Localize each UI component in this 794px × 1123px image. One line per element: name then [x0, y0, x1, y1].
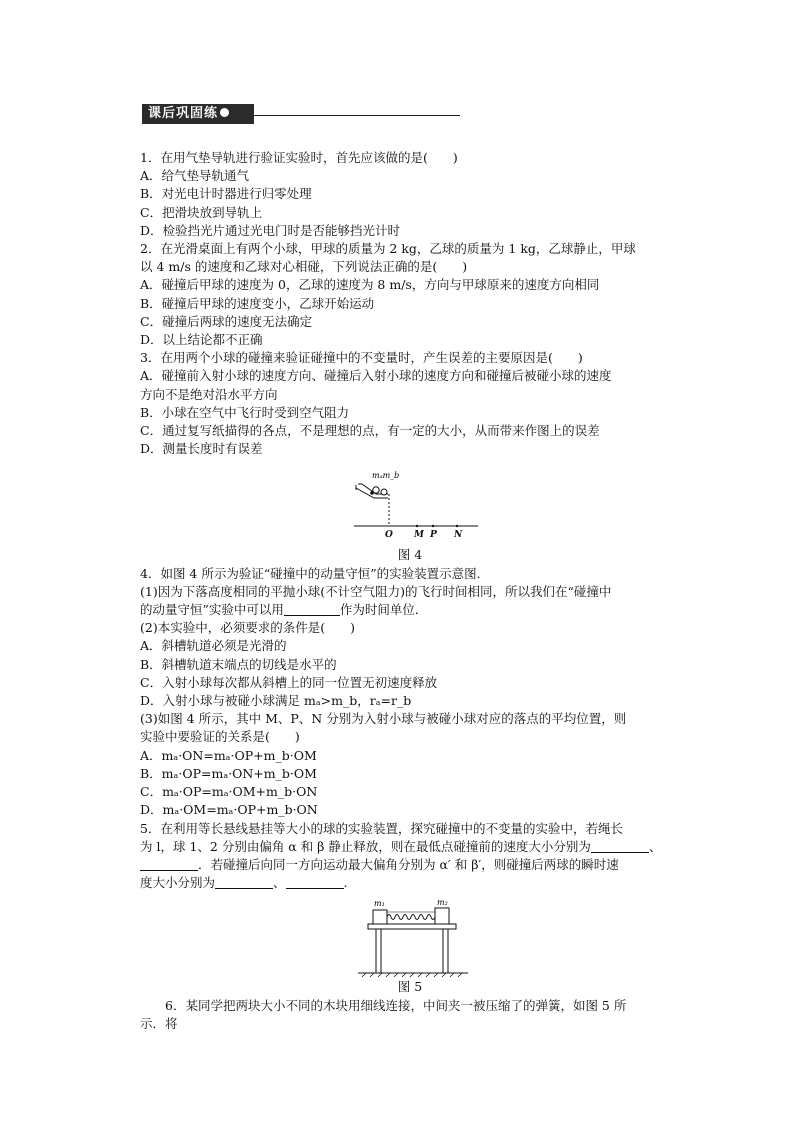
q3-stem: 3．在用两个小球的碰撞来验证碰撞中的不变量时，产生误差的主要原因是( ) — [140, 350, 583, 366]
q4-part3-option-a: A．mₐ·ON=mₐ·OP+m_b·OM — [140, 747, 317, 763]
ball-label: mₐm_b — [372, 471, 400, 481]
answer-blank[interactable] — [140, 858, 198, 871]
q4-part2-stem: (2)本实验中，必须要求的条件是( ) — [140, 620, 355, 636]
figure-5-diagram — [140, 894, 680, 994]
exercise-content — [140, 149, 680, 1033]
point-n: N — [454, 530, 463, 541]
q5-separator: 、 — [273, 875, 286, 891]
q6-line2: 示．将 — [140, 1015, 178, 1031]
q2-stem-line2: 以 4 m/s 的速度和乙球对心相碰，下列说法正确的是( ) — [140, 259, 468, 275]
q5-line2 — [140, 838, 680, 856]
answer-blank[interactable] — [284, 603, 340, 616]
q5-line2-text: 为 l，球 1、2 分别由偏角 α 和 β 静止释放，则在最低点碰撞前的速度大小分别为 — [140, 838, 591, 854]
q1-stem: 1．在用气垫导轨进行验证实验时，首先应该做的是( ) — [140, 150, 458, 165]
q5-end-mark: . — [343, 875, 348, 891]
figure-4-ticks — [140, 522, 680, 528]
label-m1: m₁ — [374, 899, 385, 909]
q4-part2-option-c: C．入射小球每次都从斜槽上的同一位置无初速度释放 — [140, 674, 438, 690]
q5-line4-text: 度大小分别为 — [140, 875, 216, 891]
block-m1 — [373, 910, 387, 924]
section-title: 课后巩固练 — [148, 106, 219, 121]
ball-b — [370, 492, 374, 496]
header-rule — [254, 115, 460, 116]
q4-part1-text-a: 的动量守恒”实验中可以用 — [140, 602, 284, 618]
q3-option-b: B．小球在空气中飞行时受到空气阻力 — [140, 404, 350, 420]
section-header — [142, 104, 460, 124]
q3-option-c: C．通过复写纸描得的各点，不是理想的点，有一定的大小，从而带来作图上的误差 — [140, 423, 600, 439]
q4-part3-line2: 实验中要验证的关系是( ) — [140, 729, 300, 745]
q5-line4 — [140, 874, 680, 892]
point-m: M — [414, 530, 424, 541]
q4-part1-text-b: 作为时间单位． — [339, 602, 428, 618]
q4-part1-line2 — [140, 601, 680, 619]
q4-part3-line1: (3)如图 4 所示，其中 M、P、N 分别为入射小球与被碰小球对应的落点的平均位置，则 — [140, 711, 627, 727]
q4-part2-option-d: D．入射小球与被碰小球满足 mₐ>m_b，rₐ=r_b — [140, 693, 412, 709]
q4-part3-option-b: B．mₐ·OP=mₐ·ON+m_b·OM — [140, 765, 317, 781]
block-m2 — [435, 908, 449, 924]
q5-line3-text: ．若碰撞后向同一方向运动最大偏角分别为 α′ 和 β′，则碰撞后两球的瞬时速 — [198, 856, 619, 872]
figure-5 — [140, 894, 680, 994]
point-o: O — [385, 530, 393, 541]
q2-option-c: C．碰撞后两球的速度无法确定 — [140, 313, 313, 329]
q3-option-a-line1: A．碰撞前入射小球的速度方向、碰撞后入射小球的速度方向和碰撞后被碰小球的速度 — [140, 368, 612, 384]
q1-option-c: C．把滑块放到导轨上 — [140, 204, 263, 220]
q4-part2-option-a: A．斜槽轨道必须是光滑的 — [140, 638, 287, 654]
q3-option-d: D．测量长度时有误差 — [140, 441, 263, 457]
q2-option-d: D．以上结论都不正确 — [140, 332, 263, 348]
spring — [387, 915, 435, 920]
q5-line1: 5．在利用等长悬线悬挂等大小的球的实验装置，探究碰撞中的不变量的实验中，若绳长 — [140, 820, 623, 836]
point-p: P — [430, 530, 437, 541]
answer-blank[interactable] — [591, 840, 649, 853]
q4-part3-option-c: C．mₐ·OP=mₐ·OM+m_b·ON — [140, 784, 318, 800]
answer-blank[interactable] — [286, 876, 344, 889]
table-top — [368, 924, 456, 929]
q2-option-a: A．碰撞后甲球的速度为 0，乙球的速度为 8 m/s，方向与甲球原来的速度方向相同 — [140, 277, 600, 293]
q1-option-d: D．检验挡光片通过光电门时是否能够挡光计时 — [140, 222, 401, 238]
figure-4-caption: 图 4 — [397, 547, 423, 563]
q2-stem-line1: 2．在光滑桌面上有两个小球，甲球的质量为 2 kg，乙球的质量为 1 kg，乙球静止，甲球 — [140, 241, 636, 257]
section-tag — [142, 104, 254, 124]
q4-part2-option-b: B．斜槽轨道末端点的切线是水平的 — [140, 656, 337, 672]
label-m2: m₂ — [437, 898, 448, 908]
figure-4-diagram — [140, 460, 680, 528]
q4-part3-option-d: D．mₐ·OM=mₐ·OP+m_b·ON — [140, 802, 318, 818]
q1-option-a: A．给气垫导轨通气 — [140, 168, 250, 184]
q5-separator: 、 — [648, 838, 662, 854]
table-leg-left — [376, 929, 381, 973]
q3-option-a-line2: 方向不是绝对沿水平方向 — [140, 386, 278, 402]
q5-line3 — [140, 856, 680, 874]
bullet-dot-icon — [220, 108, 229, 117]
q1-option-b: B．对光电计时器进行归零处理 — [140, 186, 312, 202]
q4-stem: 4．如图 4 所示为验证“碰撞中的动量守恒”的实验装置示意图． — [140, 565, 490, 581]
q2-option-b: B．碰撞后甲球的速度变小，乙球开始运动 — [140, 295, 375, 311]
q6-line1: 6．某同学把两块大小不同的木块用细线连接，中间夹一被压缩了的弹簧，如图 5 所 — [165, 997, 627, 1013]
table-leg-right — [443, 929, 448, 973]
floor-hatch — [362, 973, 462, 977]
q4-part1-line1: (1)因为下落高度相同的平抛小球(不计空气阻力)的飞行时间相同，所以我们在“碰撞中 — [140, 583, 612, 599]
answer-blank[interactable] — [215, 876, 273, 889]
figure-4 — [140, 460, 680, 546]
figure-5-caption: 图 5 — [397, 979, 423, 995]
ball-target — [381, 489, 387, 495]
ball-a — [373, 487, 379, 493]
